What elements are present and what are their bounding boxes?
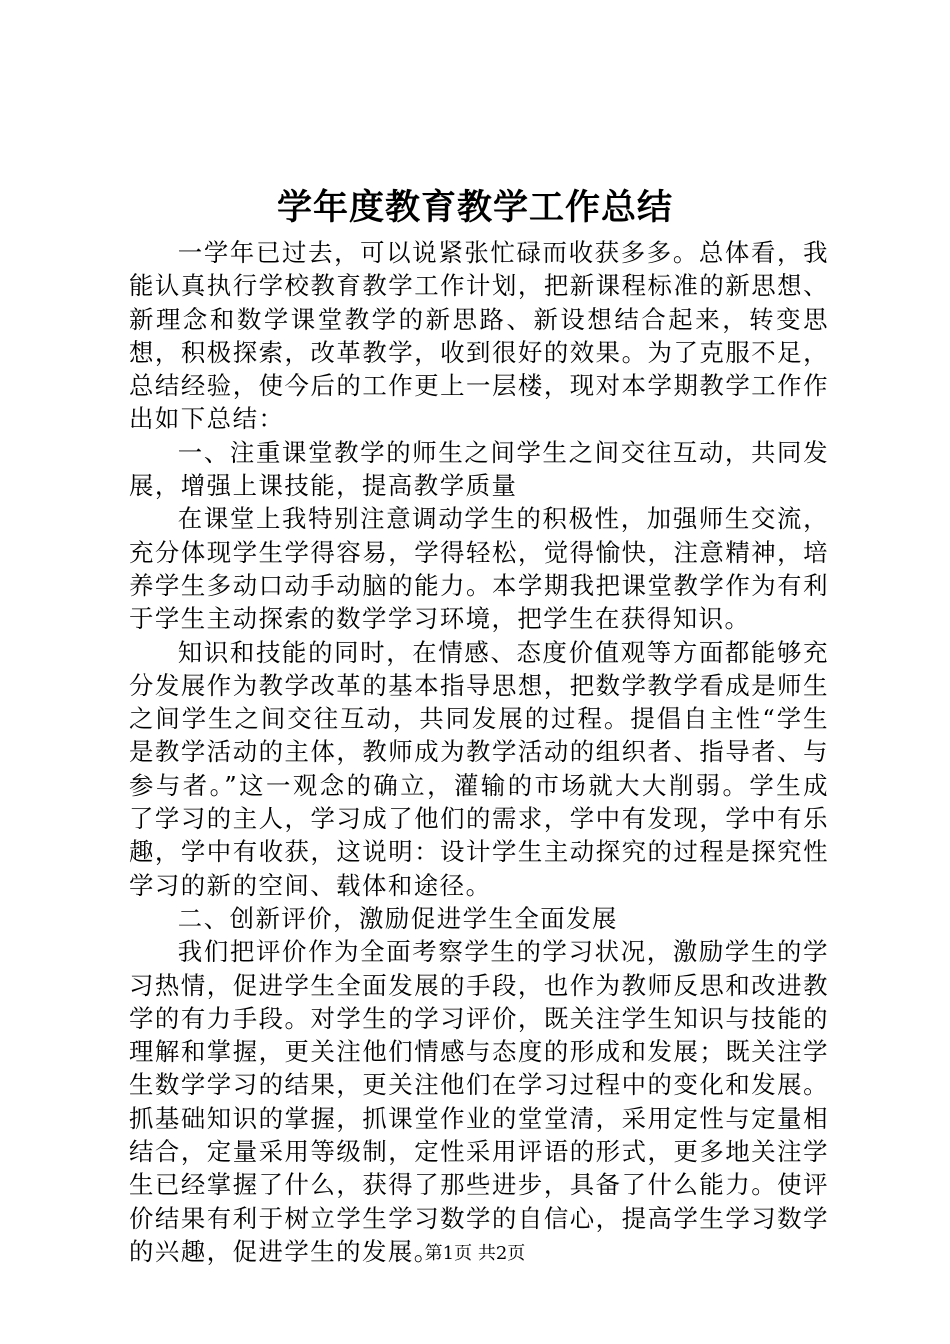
document-title: 学年度教育教学工作总结	[276, 187, 673, 228]
paragraph: 知识和技能的同时，在情感、态度价值观等方面都能够充分发展作为教学改革的基本指导思想，把数学教学看成是师生之间学生之间交往互动，共同发展的过程。提倡自主性“学生是教学活动的主体，教师成为教学活动的组织者、指导者、与参与者。”这一观念的确立，灌输的市场就大大削弱。学生成了学习的主人，学习成了他们的需求，学中有发现，学中有乐趣，学中有收获，这说明：设计学生主动探究的过程是探究性学习的新的空间、载体和途径。	[129, 637, 829, 900]
paragraph: 我们把评价作为全面考察学生的学习状况，激励学生的学习热情，促进学生全面发展的手段，也作为教师反思和改进教学的有力手段。对学生的学习评价，既关注学生知识与技能的理解和掌握，更关注他们情感与态度的形成和发展；既关注学生数学学习的结果，更关注他们在学习过程中的变化和发展。抓基础知识的掌握，抓课堂作业的堂堂清，采用定性与定量相结合，定量采用等级制，定性采用评语的形式，更多地关注学生已经掌握了什么，获得了那些进步，具备了什么能力。使评价结果有利于树立学生学习数学的自信心，提高学生学习数学的兴趣，促进学生的发展。	[129, 937, 829, 1266]
page-number-footer: 第1页 共2页	[424, 1243, 526, 1264]
paragraph-intro: 一学年已过去，可以说紧张忙碌而收获多多。总体看，我能认真执行学校教育教学工作计划，把新课程标准的新思想、新理念和数学课堂教学的新思路、新设想结合起来，转变思想，积极探索，改革教学，收到很好的效果。为了克服不足，总结经验，使今后的工作更上一层楼，现对本学期教学工作作出如下总结：	[129, 238, 829, 434]
section-heading-1: 一、注重课堂教学的师生之间学生之间交往互动，共同发展，增强上课技能，提高教学质量	[129, 437, 829, 501]
section-heading-2: 二、创新评价，激励促进学生全面发展	[177, 903, 618, 933]
document-body	[129, 236, 829, 1268]
paragraph: 在课堂上我特别注意调动学生的积极性，加强师生交流，充分体现学生学得容易，学得轻松，觉得愉快，注意精神，培养学生多动口动手动脑的能力。本学期我把课堂教学作为有利于学生主动探索的数学学习环境，把学生在获得知识。	[129, 504, 829, 634]
